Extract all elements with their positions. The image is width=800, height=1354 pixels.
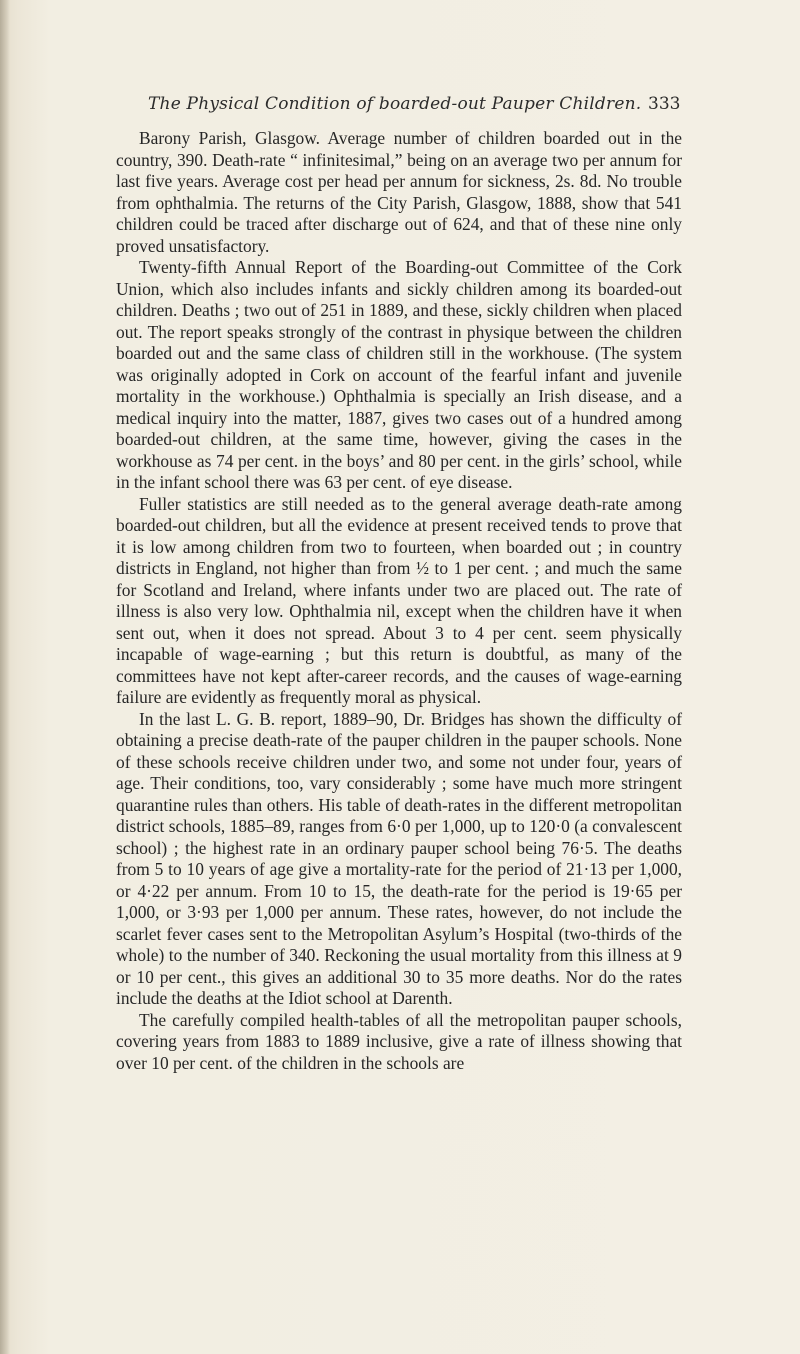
paragraph-barony-parish: Barony Parish, Glasgow. Average number of children boarded out in the country, 390. Death-rate “ infinitesimal,” being on an average two per annum for last five years. Average cost per head per annum for sickness, 2s. 8d. No trouble from ophthalmia. The returns of the City Parish, Glasgow, 1888, show that 541 children could be traced after discharge out of 624, and that of these nine only proved unsatisfactory. xyxy=(116,128,682,256)
body-text xyxy=(116,128,682,1074)
paragraph-cork-union: Twenty-fifth Annual Report of the Boarding-out Committee of the Cork Union, which also includes infants and sickly children among its boarded-out children. Deaths ; two out of 251 in 1889, and these, sickly children when placed out. The report speaks strongly of the contrast in physique between the children boarded out and the same class of children still in the workhouse. (The system was originally adopted in Cork on account of the fearful infant and juvenile mortality in the workhouse.) Ophthalmia is specially an Irish disease, and a medical inquiry into the matter, 1887, gives two cases out of a hundred among boarded-out children, at the same time, however, giving the cases in the workhouse as 74 per cent. in the boys’ and 80 per cent. in the girls’ school, while in the infant school there was 63 per cent. of eye disease. xyxy=(116,257,682,492)
paragraph-fuller-statistics: Fuller statistics are still needed as to the general average death-rate among boarded-out children, but all the evidence at present received tends to prove that it is low among children from two to fourteen, when boarded out ; in country districts in England, not higher than from ½ to 1 per cent. ; and much the same for Scotland and Ireland, where infants under two are placed out. The rate of illness is also very low. Ophthalmia nil, except when the children have it when sent out, when it does not spread. About 3 to 4 per cent. seem physically incapable of wage-earning ; but this return is doubtful, as many of the committees have not kept after-career records, and the causes of wage-earning failure are evidently as frequently moral as physical. xyxy=(116,493,682,707)
running-title: The Physical Condition of boarded-out Pauper Children. xyxy=(148,94,642,114)
paragraph-health-tables: The carefully compiled health-tables of all the metropolitan pauper schools, covering years from 1883 to 1889 inclusive, give a rate of illness showing that over 10 per cent. of the children in the schools are xyxy=(116,1009,682,1073)
paragraph-lgb-report: In the last L. G. B. report, 1889–90, Dr. Bridges has shown the difficulty of obtaining a precise death-rate of the pauper children in the pauper schools. None of these schools receive children under two, and some not under four, years of age. Their conditions, too, vary considerably ; some have much more stringent quarantine rules than others. His table of death-rates in the different metropolitan district schools, 1885–89, ranges from 6·0 per 1,000, up to 120·0 (a convalescent school) ; the highest rate in an ordinary pauper school being 76·5. The deaths from 5 to 10 years of age give a mortality-rate for the period of 21·13 per 1,000, or 4·22 per annum. From 10 to 15, the death-rate for the period is 19·65 per 1,000, or 3·93 per 1,000 per annum. These rates, however, do not include the scarlet fever cases sent to the Metropolitan Asylum’s Hospital (two-thirds of the whole) to the number of 340. Reckoning the usual mortality from this illness at 9 or 10 per cent., this gives an additional 30 to 35 more deaths. Nor do the rates include the deaths at the Idiot school at Darenth. xyxy=(116,708,682,1008)
page-number: 333 xyxy=(648,94,681,114)
running-header xyxy=(148,94,648,114)
page-binding-edge xyxy=(0,0,10,1354)
